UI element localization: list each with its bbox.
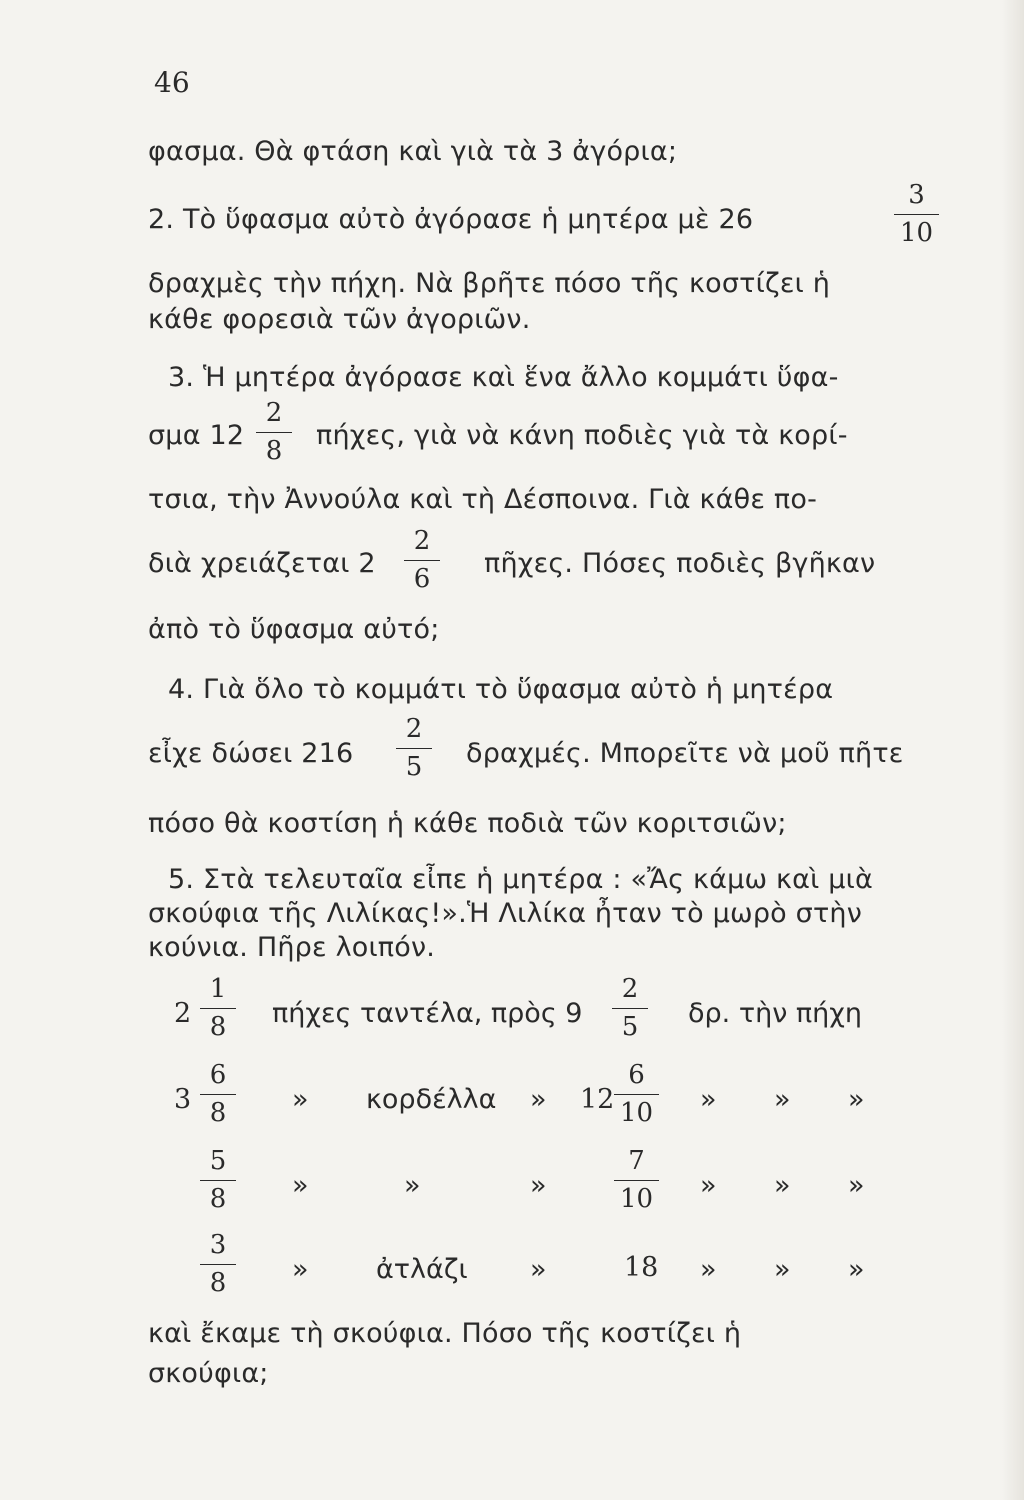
fraction-denominator: 10 [900, 218, 934, 248]
row-2-ditto-5: » [848, 1084, 865, 1115]
fraction-denominator: 10 [620, 1184, 654, 1214]
fraction-bar [256, 432, 292, 433]
fraction-denominator: 8 [265, 436, 283, 466]
closing-line-2: σκούφια; [148, 1358, 269, 1389]
row-1-price-fraction [612, 972, 648, 1044]
row-3-ditto-1: » [292, 1170, 309, 1201]
row-4-ditto-2: » [530, 1254, 547, 1285]
row-1-unit: δρ. τὴν πήχη [688, 998, 862, 1029]
fraction-denominator: 6 [413, 564, 431, 594]
row-4-ditto-1: » [292, 1254, 309, 1285]
row-3-ditto-4: » [774, 1170, 791, 1201]
fraction-bar [614, 1094, 659, 1095]
fraction-numerator: 5 [209, 1146, 227, 1176]
row-4-quantity-fraction [200, 1228, 236, 1300]
problem-3-line-4-post: πῆχες. Πόσες ποδιὲς βγῆκαν [484, 548, 876, 579]
fraction-bar [200, 1008, 236, 1009]
row-2-ditto-4: » [774, 1084, 791, 1115]
problem-3-line-1: 3. Ἡ μητέρα ἀγόρασε καὶ ἕνα ἄλλο κομμάτι ὕφα- [168, 362, 839, 393]
row-4-price: 18 [624, 1252, 659, 1283]
row-3-ditto-3: » [700, 1170, 717, 1201]
fraction-bar [614, 1180, 659, 1181]
fraction-bar [396, 748, 432, 749]
row-1-whole: 2 [174, 998, 192, 1029]
problem-4-line-1: 4. Γιὰ ὅλο τὸ κομμάτι τὸ ὕφασμα αὐτὸ ἡ μητέρα [168, 674, 834, 705]
row-3-price-fraction [614, 1144, 659, 1216]
row-3-quantity-fraction [200, 1144, 236, 1216]
fraction-numerator: 6 [628, 1060, 645, 1090]
problem-3-apron-fraction [404, 524, 440, 596]
problem-3-line-4-pre: διὰ χρειάζεται 2 [148, 548, 376, 579]
fraction-denominator: 8 [209, 1268, 227, 1298]
fraction-numerator: 2 [265, 398, 283, 428]
fraction-bar [894, 214, 939, 215]
fraction-denominator: 10 [620, 1098, 654, 1128]
problem-5-line-1: 5. Στὰ τελευταῖα εἶπε ἡ μητέρα : «Ἄς κάμω καὶ μιὰ [168, 864, 873, 895]
problem-4-cost-fraction [396, 712, 432, 784]
fraction-bar [200, 1094, 236, 1095]
problem-3-length-fraction [256, 396, 292, 468]
intro-line: φασμα. Θὰ φτάση καὶ γιὰ τὰ 3 ἀγόρια; [148, 136, 678, 167]
fraction-bar [200, 1180, 236, 1181]
problem-4-line-2-pre: εἶχε δώσει 216 [148, 738, 354, 769]
closing-line-1: καὶ ἔκαμε τὴ σκούφια. Πόσο τῆς κοστίζει ἡ [148, 1318, 742, 1349]
row-1-item: πήχες ταντέλα, πρὸς 9 [272, 998, 583, 1029]
row-2-price-fraction [614, 1058, 659, 1130]
fraction-denominator: 8 [209, 1184, 227, 1214]
problem-2-line-2: δραχμὲς τὴν πήχη. Νὰ βρῆτε πόσο τῆς κοστίζει ἡ [148, 268, 831, 299]
problem-2-price-fraction [894, 178, 939, 250]
row-1-quantity-fraction [200, 972, 236, 1044]
fraction-numerator: 1 [209, 974, 227, 1004]
problem-3-line-3: τσια, τὴν Ἀννούλα καὶ τὴ Δέσποινα. Γιὰ κάθε πο- [148, 484, 818, 515]
fraction-numerator: 2 [621, 974, 639, 1004]
row-2-item: κορδέλλα [366, 1084, 497, 1115]
fraction-denominator: 5 [621, 1012, 639, 1042]
row-2-price-whole: 12 [580, 1084, 615, 1115]
fraction-bar [200, 1264, 236, 1265]
page-edge-shadow [1002, 0, 1024, 1500]
problem-4-line-3: πόσο θὰ κοστίση ἡ κάθε ποδιὰ τῶν κοριτσιῶν; [148, 808, 787, 839]
fraction-numerator: 2 [405, 714, 423, 744]
row-4-item: ἀτλάζι [376, 1254, 468, 1285]
row-2-ditto-1: » [292, 1084, 309, 1115]
fraction-denominator: 8 [209, 1098, 227, 1128]
fraction-numerator: 6 [209, 1060, 227, 1090]
problem-3-line-2-post: πήχες, γιὰ νὰ κάνη ποδιὲς γιὰ τὰ κορί- [316, 420, 848, 451]
row-3-item: » [404, 1170, 421, 1201]
row-4-ditto-4: » [774, 1254, 791, 1285]
fraction-numerator: 2 [413, 526, 431, 556]
fraction-bar [612, 1008, 648, 1009]
fraction-denominator: 8 [209, 1012, 227, 1042]
problem-2-line-1: 2. Τὸ ὕφασμα αὐτὸ ἀγόρασε ἡ μητέρα μὲ 26 [148, 204, 754, 235]
fraction-numerator: 3 [209, 1230, 227, 1260]
row-3-ditto-2: » [530, 1170, 547, 1201]
row-3-ditto-5: » [848, 1170, 865, 1201]
problem-5-line-3: κούνια. Πῆρε λοιπόν. [148, 932, 436, 963]
problem-3-line-2-pre: σμα 12 [148, 420, 245, 451]
problem-5-line-2: σκούφια τῆς Λιλίκας!».Ἡ Λιλίκα ἦταν τὸ μωρὸ στὴν [148, 898, 863, 929]
fraction-numerator: 3 [908, 180, 925, 210]
problem-3-line-5: ἀπὸ τὸ ὕφασμα αὐτό; [148, 614, 440, 645]
problem-4-line-2-post: δραχμές. Μπορεῖτε νὰ μοῦ πῆτε [466, 738, 904, 769]
fraction-denominator: 5 [405, 752, 423, 782]
row-2-quantity-fraction [200, 1058, 236, 1130]
row-2-ditto-2: » [530, 1084, 547, 1115]
fraction-bar [404, 560, 440, 561]
page-number: 46 [154, 66, 190, 99]
row-2-whole: 3 [174, 1084, 192, 1115]
problem-2-line-3: κάθε φορεσιὰ τῶν ἀγοριῶν. [148, 304, 531, 335]
row-4-ditto-5: » [848, 1254, 865, 1285]
row-4-ditto-3: » [700, 1254, 717, 1285]
fraction-numerator: 7 [628, 1146, 645, 1176]
row-2-ditto-3: » [700, 1084, 717, 1115]
